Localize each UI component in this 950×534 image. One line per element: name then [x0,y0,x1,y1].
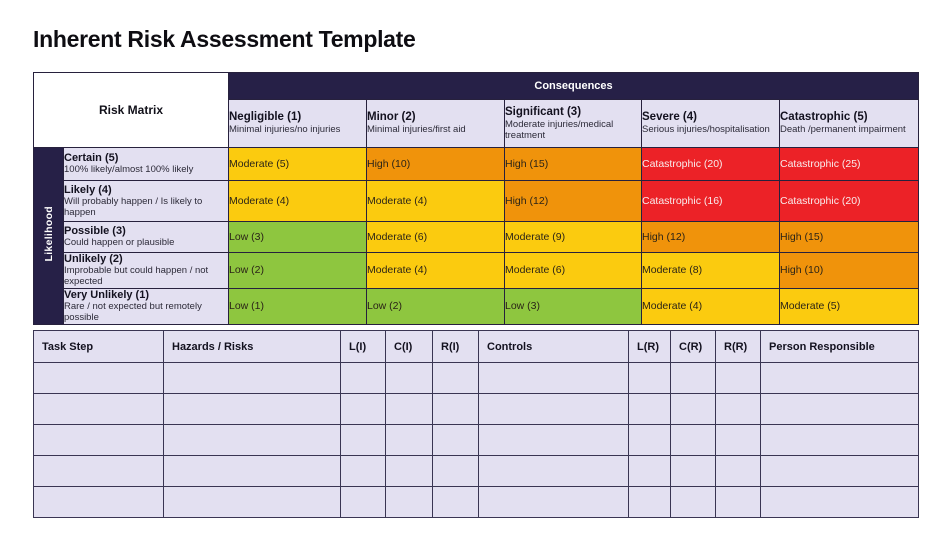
consequence-col-catastrophic [780,100,919,148]
consequences-header: Consequences [229,73,919,100]
risk-cell: Moderate (5) [780,288,919,324]
likelihood-row-possible [64,222,229,253]
empty-cell [386,487,433,518]
risk-cell: Moderate (9) [505,222,642,253]
empty-cell [671,363,716,394]
col-task-step: Task Step [34,331,164,363]
risk-cell: Moderate (6) [505,253,642,289]
likelihood-desc: Will probably happen / Is likely to happen [64,195,203,218]
col-c-initial: C(I) [386,331,433,363]
consequence-desc: Serious injuries/hospitalisation [642,124,770,136]
empty-cell [433,456,479,487]
empty-cell [761,487,919,518]
empty-cell [34,363,164,394]
risk-cell: Moderate (4) [642,288,780,324]
task-table-header-row [34,331,919,363]
likelihood-axis-label [34,148,64,325]
empty-cell [433,425,479,456]
consequence-title: Significant (3) [505,105,582,118]
likelihood-row-unlikely [64,253,229,289]
empty-cell [341,425,386,456]
empty-cell [716,394,761,425]
empty-cell [671,487,716,518]
likelihood-desc: Improbable but could happen / not expected [64,265,209,288]
empty-cell [34,394,164,425]
empty-cell [34,487,164,518]
risk-matrix-table [33,72,919,325]
risk-cell: Low (3) [505,288,642,324]
risk-matrix-corner-label: Risk Matrix [34,73,229,148]
col-l-residual: L(R) [629,331,671,363]
empty-cell [341,487,386,518]
empty-cell [433,487,479,518]
likelihood-title: Very Unlikely (1) [64,288,149,301]
col-l-initial: L(I) [341,331,386,363]
empty-cell [716,456,761,487]
likelihood-title: Possible (3) [64,225,126,238]
empty-cell [164,425,341,456]
empty-cell [164,487,341,518]
consequence-col-negligible [229,100,367,148]
empty-cell [761,363,919,394]
risk-cell: High (15) [780,222,919,253]
matrix-row-certain [34,148,919,181]
empty-cell [386,363,433,394]
empty-cell [341,394,386,425]
empty-cell [761,456,919,487]
consequence-desc: Death /permanent impairment [780,124,906,136]
empty-cell [716,425,761,456]
consequence-title: Severe (4) [642,111,697,124]
risk-cell: Low (3) [229,222,367,253]
col-r-initial: R(I) [433,331,479,363]
risk-cell: High (12) [505,181,642,222]
empty-cell [629,456,671,487]
consequence-title: Negligible (1) [229,111,302,124]
empty-cell [341,363,386,394]
likelihood-desc: Rare / not expected but remotely possible [64,300,202,324]
empty-cell [629,425,671,456]
risk-cell: Moderate (4) [367,181,505,222]
empty-cell [479,363,629,394]
empty-cell [629,363,671,394]
col-hazards-risks: Hazards / Risks [164,331,341,363]
risk-cell: High (15) [505,148,642,181]
consequence-col-significant [505,100,642,148]
consequence-col-minor [367,100,505,148]
task-row [34,363,919,394]
task-row [34,487,919,518]
likelihood-title: Likely (4) [64,183,112,196]
risk-cell: Catastrophic (16) [642,181,780,222]
likelihood-title: Unlikely (2) [64,253,123,265]
empty-cell [671,456,716,487]
col-r-residual: R(R) [716,331,761,363]
risk-cell: Low (2) [229,253,367,289]
consequence-col-severe [642,100,780,148]
empty-cell [164,363,341,394]
risk-cell: Low (1) [229,288,367,324]
empty-cell [671,394,716,425]
consequence-desc: Moderate injuries/medical treatment [505,118,614,141]
empty-cell [716,487,761,518]
page-title: Inherent Risk Assessment Template [33,26,416,52]
likelihood-row-likely [64,181,229,222]
risk-cell: Catastrophic (20) [642,148,780,181]
risk-cell: High (10) [367,148,505,181]
task-assessment-table [33,330,919,518]
empty-cell [629,394,671,425]
empty-cell [386,456,433,487]
empty-cell [341,456,386,487]
col-c-residual: C(R) [671,331,716,363]
matrix-row-likely [34,181,919,222]
empty-cell [479,456,629,487]
empty-cell [761,425,919,456]
risk-cell: Moderate (6) [367,222,505,253]
empty-cell [671,425,716,456]
consequence-desc: Minimal injuries/first aid [367,124,466,136]
empty-cell [479,394,629,425]
empty-cell [761,394,919,425]
empty-cell [164,456,341,487]
likelihood-desc: 100% likely/almost 100% likely [64,164,194,176]
consequence-title: Catastrophic (5) [780,111,868,124]
likelihood-vertical-text: Likelihood [42,205,55,262]
likelihood-title: Certain (5) [64,152,119,165]
risk-cell: High (12) [642,222,780,253]
matrix-row-possible [34,222,919,253]
risk-cell: Moderate (8) [642,253,780,289]
risk-cell: Catastrophic (20) [780,181,919,222]
likelihood-desc: Could happen or plausible [64,237,175,249]
task-row [34,456,919,487]
consequence-title: Minor (2) [367,111,416,124]
empty-cell [716,363,761,394]
empty-cell [386,394,433,425]
empty-cell [34,456,164,487]
matrix-row-unlikely [34,253,919,289]
col-controls: Controls [479,331,629,363]
empty-cell [479,425,629,456]
col-person-responsible: Person Responsible [761,331,919,363]
risk-cell: Moderate (4) [367,253,505,289]
risk-cell: Moderate (5) [229,148,367,181]
empty-cell [479,487,629,518]
task-row [34,425,919,456]
risk-cell: Moderate (4) [229,181,367,222]
empty-cell [34,425,164,456]
likelihood-row-very-unlikely [64,288,229,324]
empty-cell [164,394,341,425]
risk-cell: Low (2) [367,288,505,324]
matrix-row-very-unlikely [34,288,919,324]
empty-cell [433,363,479,394]
risk-cell: Catastrophic (25) [780,148,919,181]
likelihood-row-certain [64,148,229,181]
risk-cell: High (10) [780,253,919,289]
task-row [34,394,919,425]
consequence-desc: Minimal injuries/no injuries [229,124,341,136]
empty-cell [386,425,433,456]
empty-cell [629,487,671,518]
empty-cell [433,394,479,425]
